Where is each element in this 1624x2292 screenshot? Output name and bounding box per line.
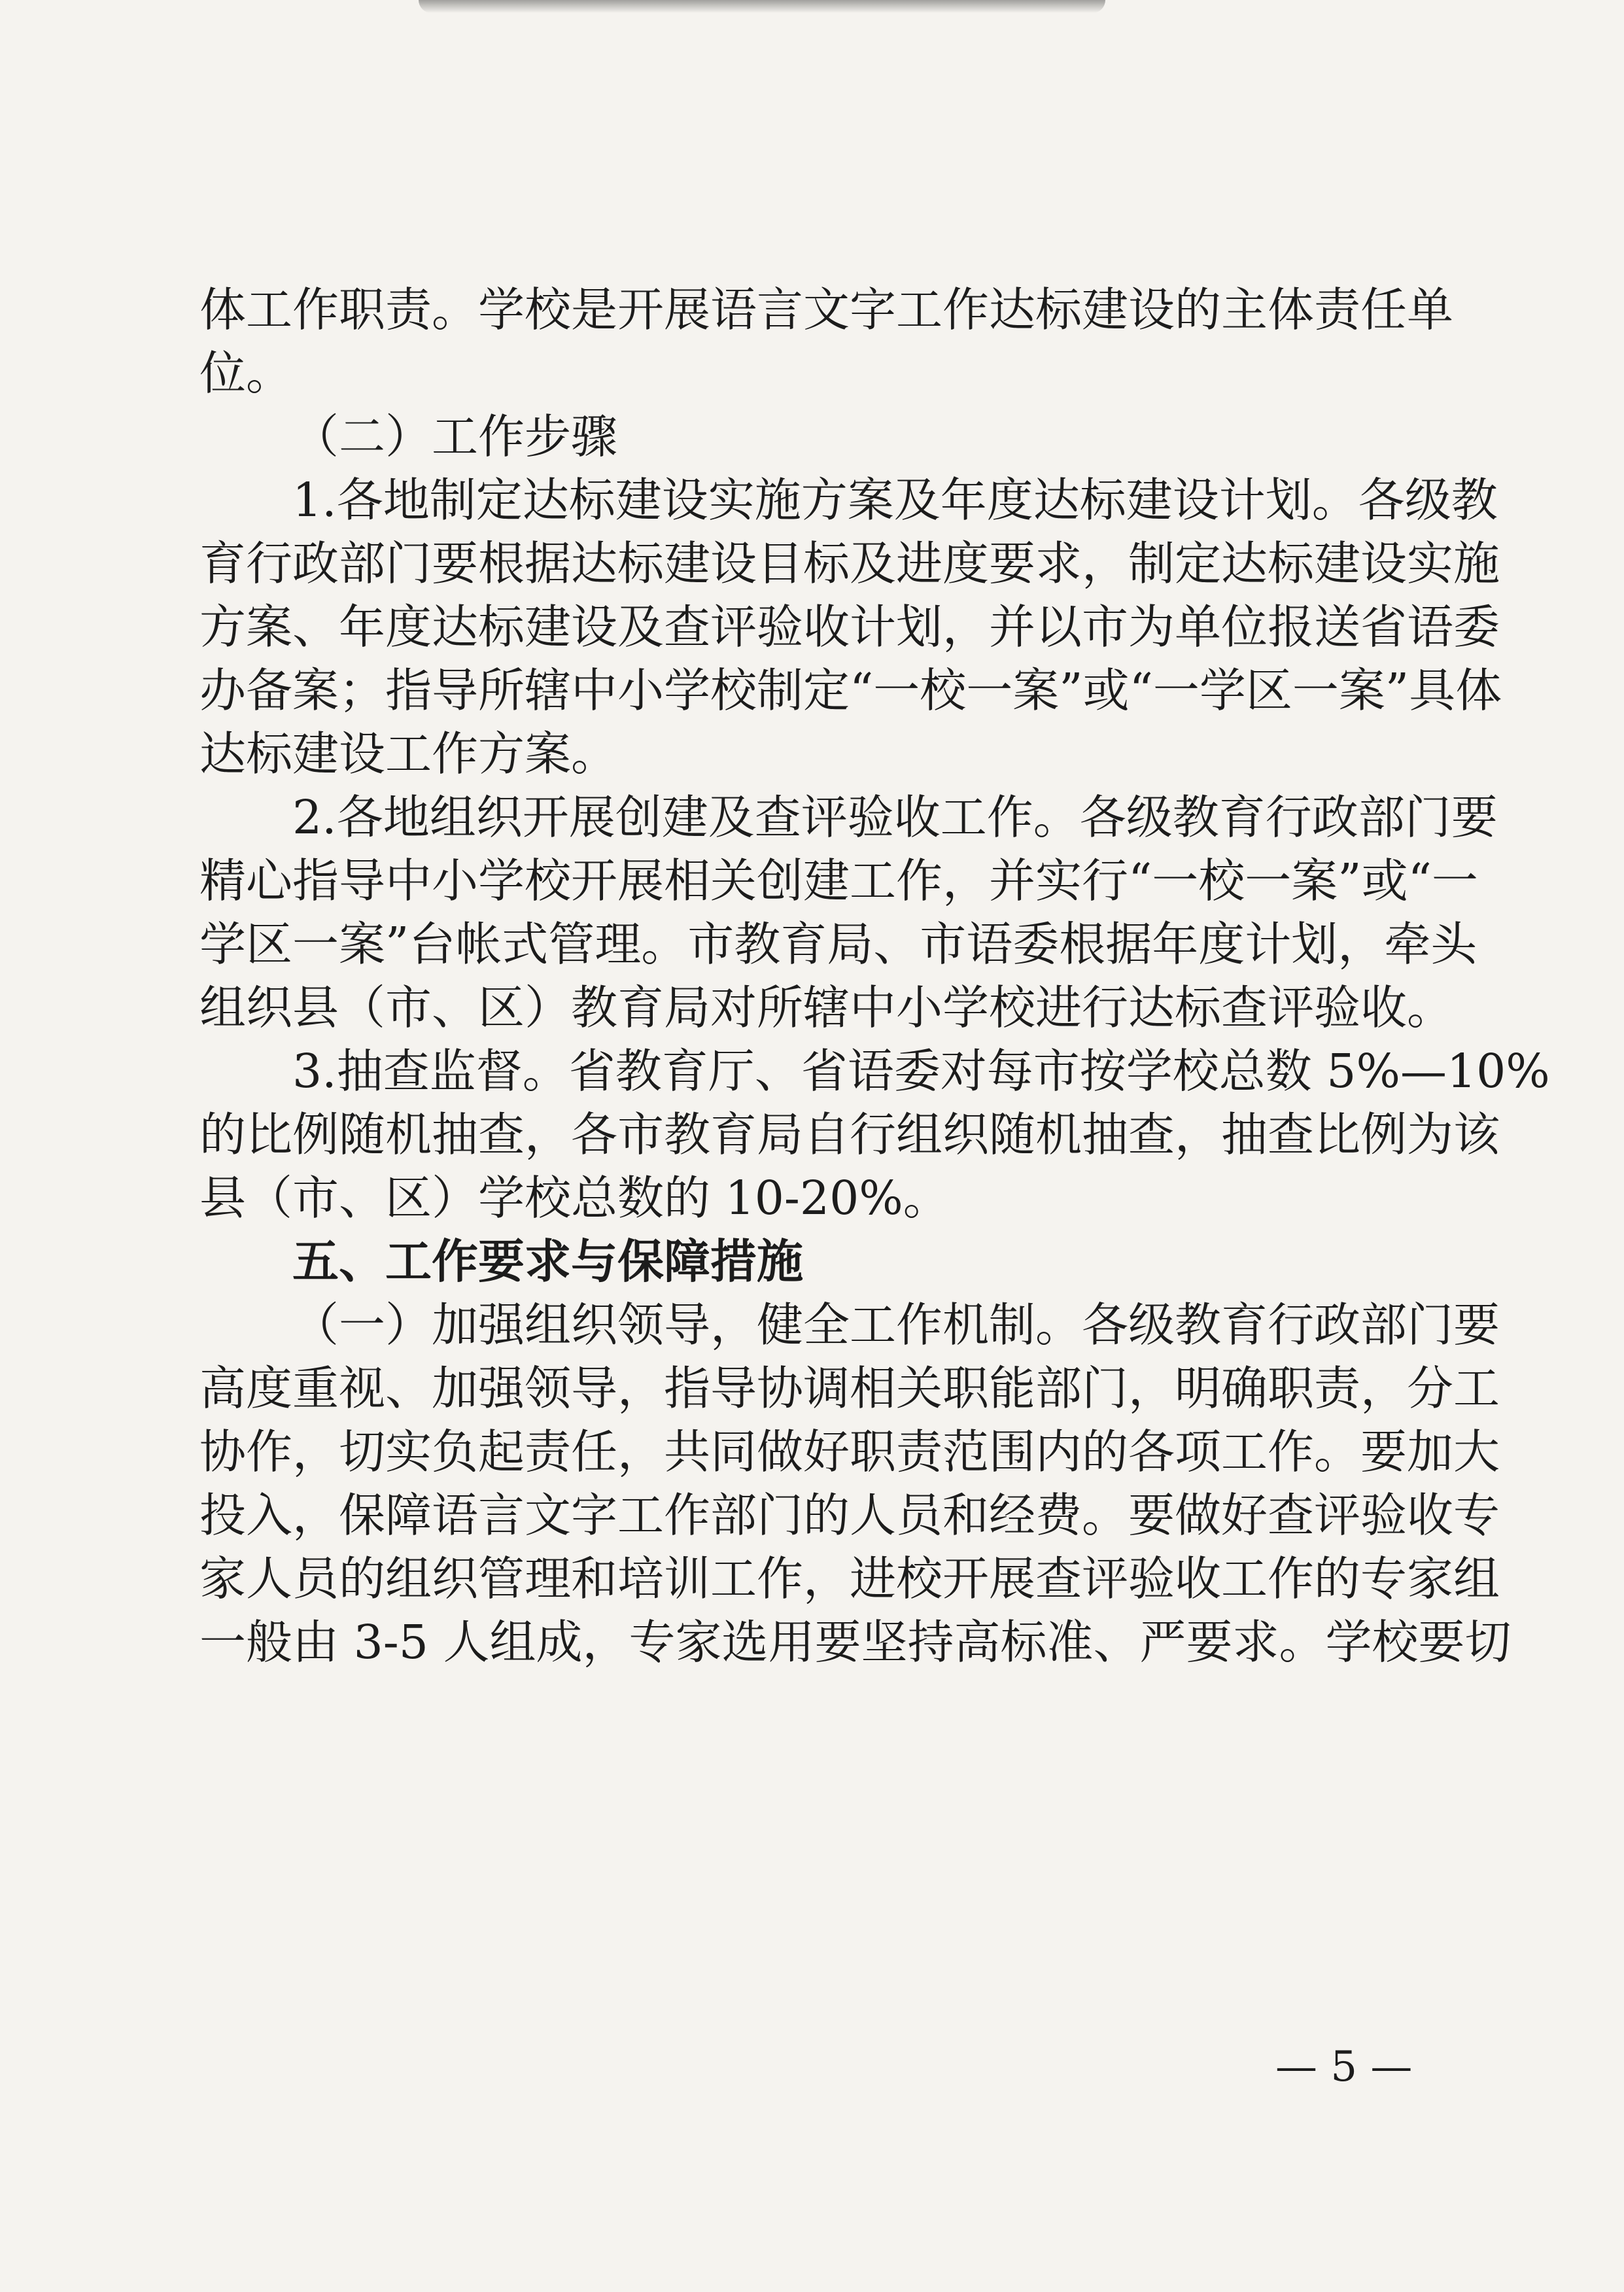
paragraph-line: 体工作职责。学校是开展语言文字工作达标建设的主体责任单 bbox=[199, 283, 1454, 337]
paragraph-line: 学区一案”台帐式管理。市教育局、市语委根据年度计划，牵头 bbox=[199, 917, 1477, 971]
paragraph-line: 达标建设工作方案。 bbox=[199, 727, 618, 781]
document-body bbox=[199, 278, 1550, 1674]
paragraph-line: 方案、年度达标建设及查评验收计划，并以市为单位报送省语委 bbox=[199, 600, 1500, 654]
paragraph-line: 家人员的组织管理和培训工作，进校开展查评验收工作的专家组 bbox=[199, 1552, 1500, 1606]
paragraph-line: 投入，保障语言文字工作部门的人员和经费。要做好查评验收专 bbox=[199, 1488, 1500, 1542]
paragraph-line: 1.各地制定达标建设实施方案及年度达标建设计划。各级教 bbox=[292, 473, 1498, 527]
paragraph-line: 协作，切实负起责任，共同做好职责范围内的各项工作。要加大 bbox=[199, 1425, 1500, 1479]
paragraph-line: 组织县（市、区）教育局对所辖中小学校进行达标查评验收。 bbox=[199, 981, 1454, 1035]
paragraph-line: 育行政部门要根据达标建设目标及进度要求，制定达标建设实施 bbox=[199, 536, 1500, 591]
scan-edge-shadow bbox=[419, 0, 1105, 13]
paragraph-line: 办备案；指导所辖中小学校制定“一校一案”或“一学区一案”具体 bbox=[199, 663, 1502, 718]
paragraph-line: （一）加强组织领导，健全工作机制。各级教育行政部门要 bbox=[292, 1298, 1500, 1352]
subsection-heading: （二）工作步骤 bbox=[292, 409, 618, 464]
paragraph-line: 的比例随机抽查，各市教育局自行组织随机抽查，抽查比例为该 bbox=[199, 1107, 1500, 1162]
section-heading: 五、工作要求与保障措施 bbox=[292, 1234, 804, 1289]
paragraph-line: 位。 bbox=[199, 346, 293, 400]
paragraph-line: 高度重视、加强领导，指导协调相关职能部门，明确职责，分工 bbox=[199, 1361, 1500, 1415]
paragraph-line: 2.各地组织开展创建及查评验收工作。各级教育行政部门要 bbox=[292, 790, 1498, 844]
page-number: — 5 — bbox=[1275, 2043, 1413, 2091]
paragraph-line: 一般由 3-5 人组成，专家选用要坚持高标准、严要求。学校要切 bbox=[199, 1615, 1512, 1669]
paragraph-line: 精心指导中小学校开展相关创建工作，并实行“一校一案”或“一 bbox=[199, 854, 1478, 908]
paragraph-line: 3.抽查监督。省教育厅、省语委对每市按学校总数 5%—10% bbox=[292, 1044, 1550, 1098]
paragraph-line: 县（市、区）学校总数的 10-20%。 bbox=[199, 1171, 950, 1225]
